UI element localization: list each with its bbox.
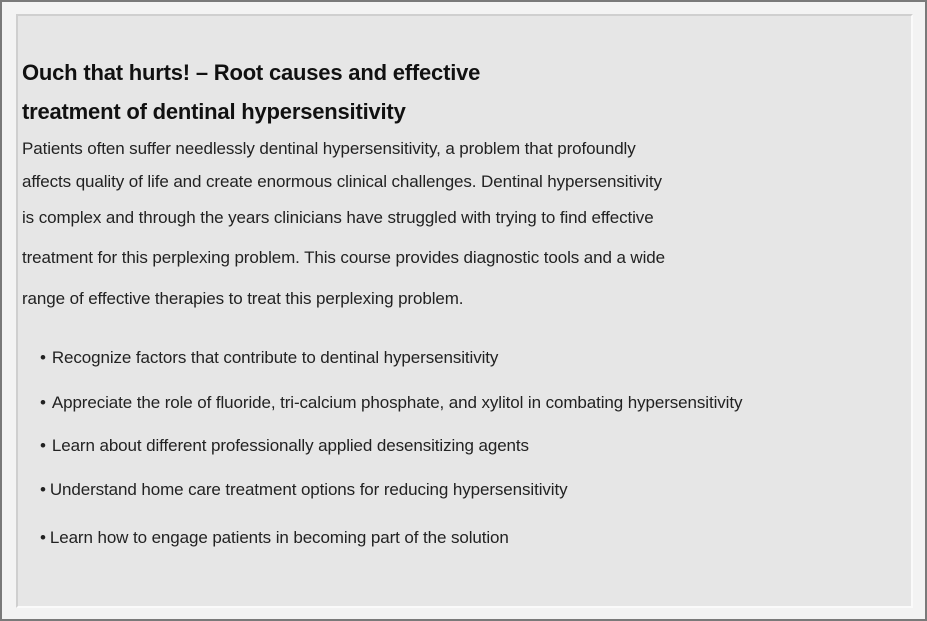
list-item-text: Understand home care treatment options for reducing hypersensitivity	[49, 480, 568, 499]
description-line-1: Patients often suffer needlessly dentinal hypersensitivity, a problem that profoundly	[22, 139, 636, 158]
course-title-line-1: Ouch that hurts! – Root causes and effective	[22, 60, 481, 85]
list-item-text: Learn how to engage patients in becoming part of the solution	[49, 528, 509, 547]
bullet-icon: •	[40, 393, 46, 412]
list-item-text: Recognize factors that contribute to dentinal hypersensitivity	[51, 348, 499, 367]
description-line-4: treatment for this perplexing problem. This course provides diagnostic tools and a wide	[22, 248, 665, 267]
list-item	[40, 436, 529, 456]
list-item-text: Learn about different professionally applied desensitizing agents	[51, 436, 529, 455]
list-item	[40, 348, 498, 368]
course-title-line-2: treatment of dentinal hypersensitivity	[22, 99, 406, 124]
list-item	[40, 393, 742, 413]
list-item-text: Appreciate the role of fluoride, tri-calcium phosphate, and xylitol in combating hypersensitivity	[51, 393, 743, 412]
bullet-icon: •	[40, 528, 46, 547]
description-line-5: range of effective therapies to treat this perplexing problem.	[22, 289, 464, 308]
bullet-icon: •	[40, 480, 46, 499]
list-item	[40, 480, 568, 500]
description-line-3: is complex and through the years clinicians have struggled with trying to find effective	[22, 208, 654, 227]
list-item	[40, 528, 509, 548]
description-line-2: affects quality of life and create enormous clinical challenges. Dentinal hypersensitivity	[22, 172, 662, 191]
bullet-icon: •	[40, 348, 46, 367]
bullet-icon: •	[40, 436, 46, 455]
